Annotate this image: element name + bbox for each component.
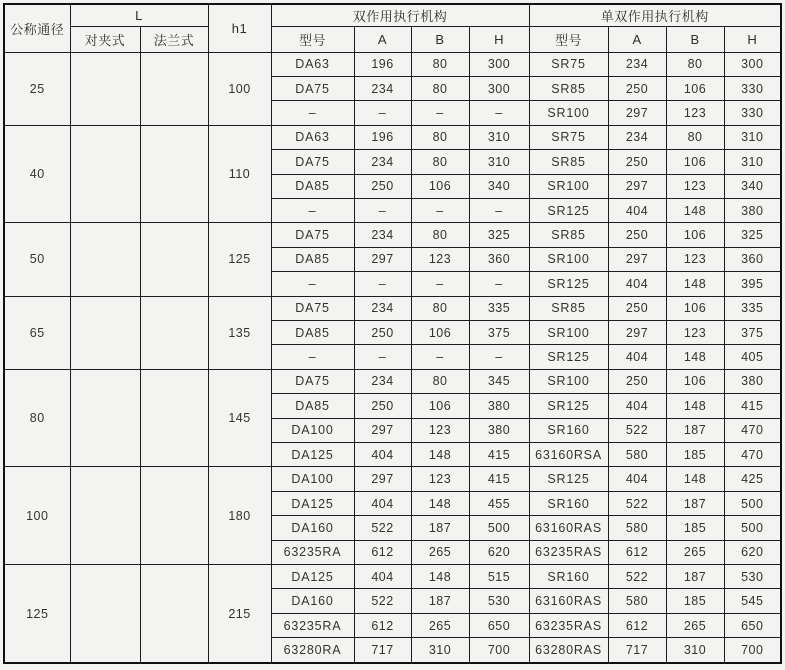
table-row [4,296,781,320]
da-h-cell: 375 [469,320,529,344]
h1-cell: 215 [208,565,271,663]
da-h-cell: – [469,198,529,222]
da-model-cell: DA63 [271,52,354,76]
sr-a-cell: 250 [608,296,666,320]
sr-h-cell: 415 [724,394,781,418]
h1-cell: 145 [208,369,271,467]
da-model-cell: – [271,272,354,296]
col-header-wafer: 对夹式 [70,26,140,52]
da-b-cell: 80 [411,150,469,174]
flange-cell [140,223,208,296]
flange-cell [140,125,208,223]
da-h-cell: 340 [469,174,529,198]
col-header-da-H: H [469,26,529,52]
sr-model-cell: 63160RAS [529,589,608,613]
col-header-nominal-diameter: 公称通径 [4,4,70,52]
sr-model-cell: SR100 [529,320,608,344]
da-a-cell: 522 [354,516,411,540]
sr-h-cell: 380 [724,369,781,393]
sr-model-cell: SR160 [529,565,608,589]
sr-model-cell: SR160 [529,418,608,442]
da-h-cell: 310 [469,125,529,149]
sr-h-cell: 330 [724,101,781,125]
h1-cell: 180 [208,467,271,565]
da-model-cell: DA85 [271,320,354,344]
spec-sheet [0,3,785,670]
sr-b-cell: 148 [666,467,724,491]
da-model-cell: DA100 [271,467,354,491]
h1-cell: 100 [208,52,271,125]
da-model-cell: DA85 [271,247,354,271]
sr-b-cell: 106 [666,369,724,393]
wafer-cell [70,467,140,565]
da-h-cell: – [469,272,529,296]
nominal-diameter-cell: 50 [4,223,70,296]
sr-model-cell: 63235RAS [529,613,608,637]
da-b-cell: 265 [411,540,469,564]
da-h-cell: 620 [469,540,529,564]
sr-a-cell: 580 [608,443,666,467]
sr-b-cell: 123 [666,247,724,271]
da-a-cell: 196 [354,125,411,149]
actuator-dimension-table [3,3,782,664]
flange-cell [140,296,208,369]
da-b-cell: 123 [411,247,469,271]
da-model-cell: 63280RA [271,638,354,663]
da-a-cell: 250 [354,320,411,344]
flange-cell [140,467,208,565]
wafer-cell [70,565,140,663]
da-model-cell: – [271,101,354,125]
sr-model-cell: 63160RAS [529,516,608,540]
sr-b-cell: 80 [666,125,724,149]
sr-model-cell: SR85 [529,296,608,320]
wafer-cell [70,369,140,467]
sr-h-cell: 310 [724,150,781,174]
sr-model-cell: 63235RAS [529,540,608,564]
da-b-cell: 310 [411,638,469,663]
sr-b-cell: 148 [666,272,724,296]
sr-a-cell: 580 [608,516,666,540]
da-h-cell: 325 [469,223,529,247]
col-header-flange: 法兰式 [140,26,208,52]
da-h-cell: 700 [469,638,529,663]
col-header-h1: h1 [208,4,271,52]
da-h-cell: 500 [469,516,529,540]
sr-a-cell: 522 [608,418,666,442]
sr-h-cell: 310 [724,125,781,149]
sr-a-cell: 250 [608,369,666,393]
da-b-cell: 123 [411,467,469,491]
nominal-diameter-cell: 25 [4,52,70,125]
da-model-cell: DA100 [271,418,354,442]
da-a-cell: 404 [354,491,411,515]
da-h-cell: 455 [469,491,529,515]
da-b-cell: 187 [411,516,469,540]
da-b-cell: – [411,272,469,296]
col-header-da-A: A [354,26,411,52]
da-h-cell: 300 [469,52,529,76]
sr-a-cell: 404 [608,394,666,418]
table-body [4,52,781,663]
sr-b-cell: 185 [666,516,724,540]
sr-b-cell: 185 [666,443,724,467]
sr-h-cell: 470 [724,418,781,442]
sr-h-cell: 375 [724,320,781,344]
table-row [4,467,781,491]
da-a-cell: 297 [354,247,411,271]
sr-b-cell: 148 [666,394,724,418]
da-model-cell: DA75 [271,150,354,174]
sr-b-cell: 106 [666,76,724,100]
sr-b-cell: 106 [666,150,724,174]
sr-a-cell: 522 [608,565,666,589]
da-b-cell: 106 [411,394,469,418]
h1-cell: 135 [208,296,271,369]
da-model-cell: DA125 [271,565,354,589]
da-b-cell: 265 [411,613,469,637]
sr-model-cell: SR125 [529,198,608,222]
sr-b-cell: 187 [666,491,724,515]
sr-model-cell: SR100 [529,174,608,198]
da-b-cell: 80 [411,296,469,320]
sr-a-cell: 250 [608,223,666,247]
da-h-cell: 515 [469,565,529,589]
da-a-cell: 234 [354,296,411,320]
da-h-cell: 650 [469,613,529,637]
nominal-diameter-cell: 125 [4,565,70,663]
da-b-cell: – [411,198,469,222]
da-h-cell: 360 [469,247,529,271]
wafer-cell [70,223,140,296]
da-a-cell: 250 [354,394,411,418]
sr-a-cell: 612 [608,540,666,564]
col-header-da-model: 型号 [271,26,354,52]
sr-b-cell: 187 [666,565,724,589]
sr-h-cell: 620 [724,540,781,564]
sr-b-cell: 148 [666,345,724,369]
sr-b-cell: 123 [666,174,724,198]
sr-model-cell: SR160 [529,491,608,515]
da-model-cell: 63235RA [271,613,354,637]
da-model-cell: DA75 [271,76,354,100]
table-row [4,223,781,247]
da-model-cell: – [271,198,354,222]
sr-h-cell: 425 [724,467,781,491]
da-b-cell: 148 [411,491,469,515]
da-model-cell: DA85 [271,394,354,418]
da-model-cell: DA63 [271,125,354,149]
da-b-cell: 106 [411,320,469,344]
sr-b-cell: 80 [666,52,724,76]
sr-b-cell: 148 [666,198,724,222]
sr-a-cell: 612 [608,613,666,637]
da-b-cell: 80 [411,76,469,100]
da-model-cell: DA85 [271,174,354,198]
da-b-cell: 80 [411,52,469,76]
sr-model-cell: SR100 [529,247,608,271]
sr-a-cell: 404 [608,198,666,222]
da-a-cell: 234 [354,150,411,174]
sr-a-cell: 297 [608,174,666,198]
sr-a-cell: 717 [608,638,666,663]
da-a-cell: – [354,198,411,222]
sr-h-cell: 500 [724,491,781,515]
da-a-cell: 404 [354,443,411,467]
da-a-cell: – [354,272,411,296]
da-h-cell: 415 [469,443,529,467]
sr-h-cell: 360 [724,247,781,271]
sr-h-cell: 650 [724,613,781,637]
sr-h-cell: 530 [724,565,781,589]
sr-model-cell: SR100 [529,101,608,125]
col-header-single-double-acting: 单双作用执行机构 [529,4,781,26]
da-h-cell: 380 [469,418,529,442]
sr-h-cell: 700 [724,638,781,663]
sr-a-cell: 580 [608,589,666,613]
table-row [4,369,781,393]
sr-model-cell: 63160RSA [529,443,608,467]
da-model-cell: DA75 [271,223,354,247]
sr-model-cell: SR125 [529,345,608,369]
da-a-cell: 250 [354,174,411,198]
header-row-2 [4,26,781,52]
da-b-cell: 80 [411,369,469,393]
sr-model-cell: SR100 [529,369,608,393]
sr-a-cell: 297 [608,320,666,344]
sr-h-cell: 380 [724,198,781,222]
sr-model-cell: SR85 [529,150,608,174]
sr-a-cell: 234 [608,52,666,76]
da-h-cell: 335 [469,296,529,320]
da-b-cell: 80 [411,125,469,149]
da-model-cell: DA75 [271,296,354,320]
da-a-cell: – [354,345,411,369]
sr-a-cell: 234 [608,125,666,149]
sr-a-cell: 250 [608,150,666,174]
da-a-cell: 297 [354,418,411,442]
h1-cell: 125 [208,223,271,296]
sr-b-cell: 265 [666,540,724,564]
flange-cell [140,52,208,125]
wafer-cell [70,52,140,125]
da-b-cell: – [411,345,469,369]
col-header-sr-B: B [666,26,724,52]
header-row-1 [4,4,781,26]
da-model-cell: DA125 [271,491,354,515]
da-a-cell: 196 [354,52,411,76]
da-model-cell: DA160 [271,516,354,540]
flange-cell [140,565,208,663]
sr-b-cell: 106 [666,296,724,320]
da-h-cell: 345 [469,369,529,393]
da-a-cell: 612 [354,540,411,564]
sr-h-cell: 340 [724,174,781,198]
wafer-cell [70,296,140,369]
da-h-cell: 380 [469,394,529,418]
da-b-cell: – [411,101,469,125]
sr-a-cell: 250 [608,76,666,100]
nominal-diameter-cell: 40 [4,125,70,223]
table-row [4,125,781,149]
sr-h-cell: 500 [724,516,781,540]
table-header [4,4,781,52]
sr-model-cell: 63280RAS [529,638,608,663]
table-row [4,52,781,76]
da-b-cell: 80 [411,223,469,247]
sr-b-cell: 106 [666,223,724,247]
da-b-cell: 148 [411,565,469,589]
da-h-cell: 530 [469,589,529,613]
da-h-cell: 300 [469,76,529,100]
sr-b-cell: 123 [666,101,724,125]
sr-h-cell: 335 [724,296,781,320]
sr-model-cell: SR85 [529,223,608,247]
da-model-cell: DA125 [271,443,354,467]
col-header-sr-H: H [724,26,781,52]
da-a-cell: 612 [354,613,411,637]
da-h-cell: – [469,101,529,125]
col-header-sr-model: 型号 [529,26,608,52]
sr-a-cell: 522 [608,491,666,515]
sr-a-cell: 404 [608,467,666,491]
sr-model-cell: SR75 [529,52,608,76]
da-b-cell: 123 [411,418,469,442]
da-h-cell: 415 [469,467,529,491]
da-model-cell: 63235RA [271,540,354,564]
flange-cell [140,369,208,467]
col-header-double-acting: 双作用执行机构 [271,4,529,26]
sr-b-cell: 187 [666,418,724,442]
col-header-da-B: B [411,26,469,52]
sr-a-cell: 404 [608,345,666,369]
da-a-cell: 234 [354,369,411,393]
da-a-cell: 717 [354,638,411,663]
nominal-diameter-cell: 100 [4,467,70,565]
sr-h-cell: 395 [724,272,781,296]
da-a-cell: 234 [354,76,411,100]
sr-b-cell: 185 [666,589,724,613]
sr-a-cell: 297 [608,247,666,271]
da-b-cell: 106 [411,174,469,198]
sr-model-cell: SR75 [529,125,608,149]
sr-b-cell: 123 [666,320,724,344]
sr-model-cell: SR125 [529,272,608,296]
da-model-cell: DA160 [271,589,354,613]
da-model-cell: – [271,345,354,369]
da-a-cell: 297 [354,467,411,491]
da-a-cell: 404 [354,565,411,589]
da-a-cell: 522 [354,589,411,613]
sr-h-cell: 470 [724,443,781,467]
sr-model-cell: SR125 [529,467,608,491]
sr-model-cell: SR125 [529,394,608,418]
sr-b-cell: 265 [666,613,724,637]
da-a-cell: – [354,101,411,125]
sr-h-cell: 330 [724,76,781,100]
nominal-diameter-cell: 80 [4,369,70,467]
da-b-cell: 187 [411,589,469,613]
da-model-cell: DA75 [271,369,354,393]
sr-h-cell: 545 [724,589,781,613]
da-a-cell: 234 [354,223,411,247]
sr-a-cell: 297 [608,101,666,125]
sr-model-cell: SR85 [529,76,608,100]
nominal-diameter-cell: 65 [4,296,70,369]
sr-a-cell: 404 [608,272,666,296]
sr-b-cell: 310 [666,638,724,663]
wafer-cell [70,125,140,223]
table-row [4,565,781,589]
sr-h-cell: 405 [724,345,781,369]
da-b-cell: 148 [411,443,469,467]
da-h-cell: – [469,345,529,369]
col-header-L: L [70,4,208,26]
sr-h-cell: 300 [724,52,781,76]
sr-h-cell: 325 [724,223,781,247]
h1-cell: 110 [208,125,271,223]
da-h-cell: 310 [469,150,529,174]
col-header-sr-A: A [608,26,666,52]
